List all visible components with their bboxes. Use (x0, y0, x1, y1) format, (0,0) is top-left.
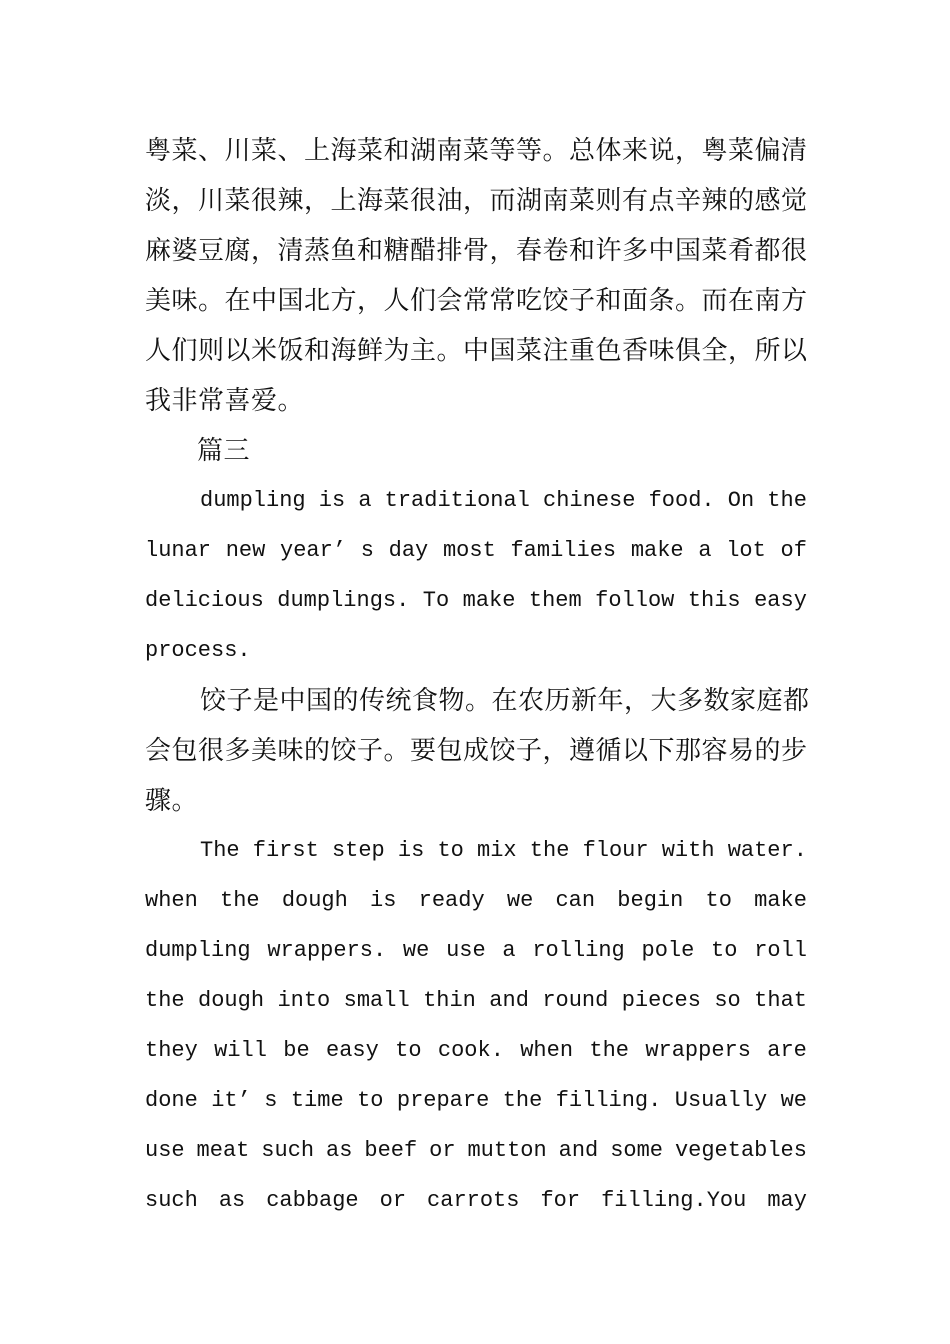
text-line (145, 1026, 807, 1076)
word: vegetables (674, 1138, 807, 1163)
word: s (360, 538, 374, 563)
word: that (754, 988, 807, 1013)
word: most (442, 538, 496, 563)
word: meat (196, 1138, 250, 1163)
text-line: 淡，川菜很辣，上海菜很油，而湖南菜则有点辛辣的感觉 (145, 186, 808, 216)
paragraph-dumpling-intro-en (145, 476, 807, 676)
word: when (145, 888, 198, 913)
text-line (145, 926, 807, 976)
word: round (542, 988, 609, 1013)
word: is (370, 888, 397, 913)
word: the (767, 488, 807, 513)
text-line: 粤菜、川菜、上海菜和湖南菜等等。总体来说，粤菜偏清 (145, 136, 808, 166)
word: Usually (674, 1088, 768, 1113)
text-line (145, 476, 807, 526)
word: s (264, 1088, 278, 1113)
word: when (520, 1038, 574, 1063)
word: are (767, 1038, 807, 1063)
word: pole (641, 938, 695, 963)
word: is (318, 488, 346, 513)
text-line (145, 1176, 807, 1226)
word: filling. (555, 1088, 662, 1113)
word: thin (423, 988, 476, 1013)
word: lunar (145, 538, 212, 563)
text-line (145, 876, 807, 926)
text-line: 骤。 (145, 786, 199, 816)
word: may (767, 1188, 807, 1213)
text-line: 饺子是中国的传统食物。在农历新年，大多数家庭都 (200, 686, 810, 716)
word: to (395, 1038, 422, 1063)
word: first (252, 838, 319, 863)
word: can (555, 888, 596, 913)
word: into (277, 988, 331, 1013)
word: lot (726, 538, 766, 563)
paragraph-dumpling-steps-en (145, 826, 807, 1226)
word: with (661, 838, 715, 863)
word: easy (754, 588, 807, 613)
section-heading: 篇三 (197, 436, 251, 466)
word: this (687, 588, 741, 613)
word: wrappers (645, 1038, 751, 1063)
word: follow (595, 588, 675, 613)
document-body (145, 126, 810, 1226)
word: to (437, 838, 464, 863)
word: traditional (384, 488, 530, 513)
word: delicious (145, 588, 264, 613)
word: to (357, 1088, 384, 1113)
word: wrappers. (267, 938, 387, 963)
word: food. (648, 488, 715, 513)
word: prepare (396, 1088, 490, 1113)
word: On (727, 488, 755, 513)
word: will (214, 1038, 267, 1063)
word: day (388, 538, 429, 563)
word: be (283, 1038, 310, 1063)
word: use (446, 938, 486, 963)
word: so (714, 988, 741, 1013)
word: easy (326, 1038, 379, 1063)
word: as (218, 1188, 246, 1213)
text-line: 美味。在中国北方，人们会常常吃饺子和面条。而在南方 (145, 286, 808, 316)
word: year’ (280, 538, 347, 563)
word: The (200, 838, 240, 863)
word: they (145, 1038, 198, 1063)
word: we (506, 888, 534, 913)
word: for (540, 1188, 581, 1213)
word: time (290, 1088, 344, 1113)
word: a (698, 538, 712, 563)
word: water. (727, 838, 807, 863)
word: pieces (621, 988, 701, 1013)
word: make (462, 588, 516, 613)
word: and (558, 1138, 599, 1163)
word: begin (617, 888, 684, 913)
text-line (145, 976, 807, 1026)
word: cabbage (266, 1188, 359, 1213)
word: done (145, 1088, 198, 1113)
word: families (510, 538, 617, 563)
word: To (422, 588, 450, 613)
word: the (145, 988, 185, 1013)
paragraph-cuisine (145, 126, 807, 426)
word: flour (582, 838, 649, 863)
word: filling.You (601, 1188, 747, 1213)
word: chinese (543, 488, 636, 513)
word: is (397, 838, 425, 863)
text-line (145, 826, 807, 876)
text-line: process. (145, 638, 251, 663)
word: them (528, 588, 582, 613)
word: or (379, 1188, 407, 1213)
word: the (589, 1038, 629, 1063)
word: of (780, 538, 807, 563)
word: dumplings. (277, 588, 410, 613)
word: new (225, 538, 266, 563)
word: mix (477, 838, 517, 863)
word: carrots (427, 1188, 520, 1213)
word: roll (754, 938, 807, 963)
word: the (502, 1088, 543, 1113)
word: mutton (467, 1138, 547, 1163)
word: a (502, 938, 516, 963)
word: and (489, 988, 529, 1013)
word: the (529, 838, 570, 863)
word: it’ (211, 1088, 251, 1113)
word: some (610, 1138, 663, 1163)
word: or (429, 1138, 456, 1163)
word: such (261, 1138, 315, 1163)
text-line: 我非常喜爱。 (145, 386, 305, 416)
word: as (326, 1138, 353, 1163)
paragraph-dumpling-intro-zh (145, 676, 810, 826)
word: rolling (532, 938, 625, 963)
word: we (780, 1088, 807, 1113)
word: cook. (437, 1038, 504, 1063)
word: we (402, 938, 430, 963)
word: use (145, 1138, 185, 1163)
word: make (754, 888, 807, 913)
word: a (358, 488, 372, 513)
text-line: 人们则以米饭和海鲜为主。中国菜注重色香味俱全，所以 (145, 336, 808, 366)
word: dumpling (145, 938, 251, 963)
word: step (331, 838, 385, 863)
word: ready (418, 888, 485, 913)
word: dough (198, 988, 265, 1013)
text-line: 麻婆豆腐，清蒸鱼和糖醋排骨，春卷和许多中国菜肴都很 (145, 236, 808, 266)
word: to (711, 938, 738, 963)
text-line (145, 576, 807, 626)
word: to (705, 888, 732, 913)
text-line: 会包很多美味的饺子。要包成饺子，遵循以下那容易的步 (145, 736, 808, 766)
word: dough (281, 888, 348, 913)
word: such (145, 1188, 198, 1213)
word: the (220, 888, 260, 913)
word: small (343, 988, 410, 1013)
text-line (145, 1126, 807, 1176)
word: make (630, 538, 684, 563)
text-line (145, 526, 807, 576)
text-line (145, 1076, 807, 1126)
word: dumpling (200, 488, 306, 513)
word: beef (364, 1138, 418, 1163)
